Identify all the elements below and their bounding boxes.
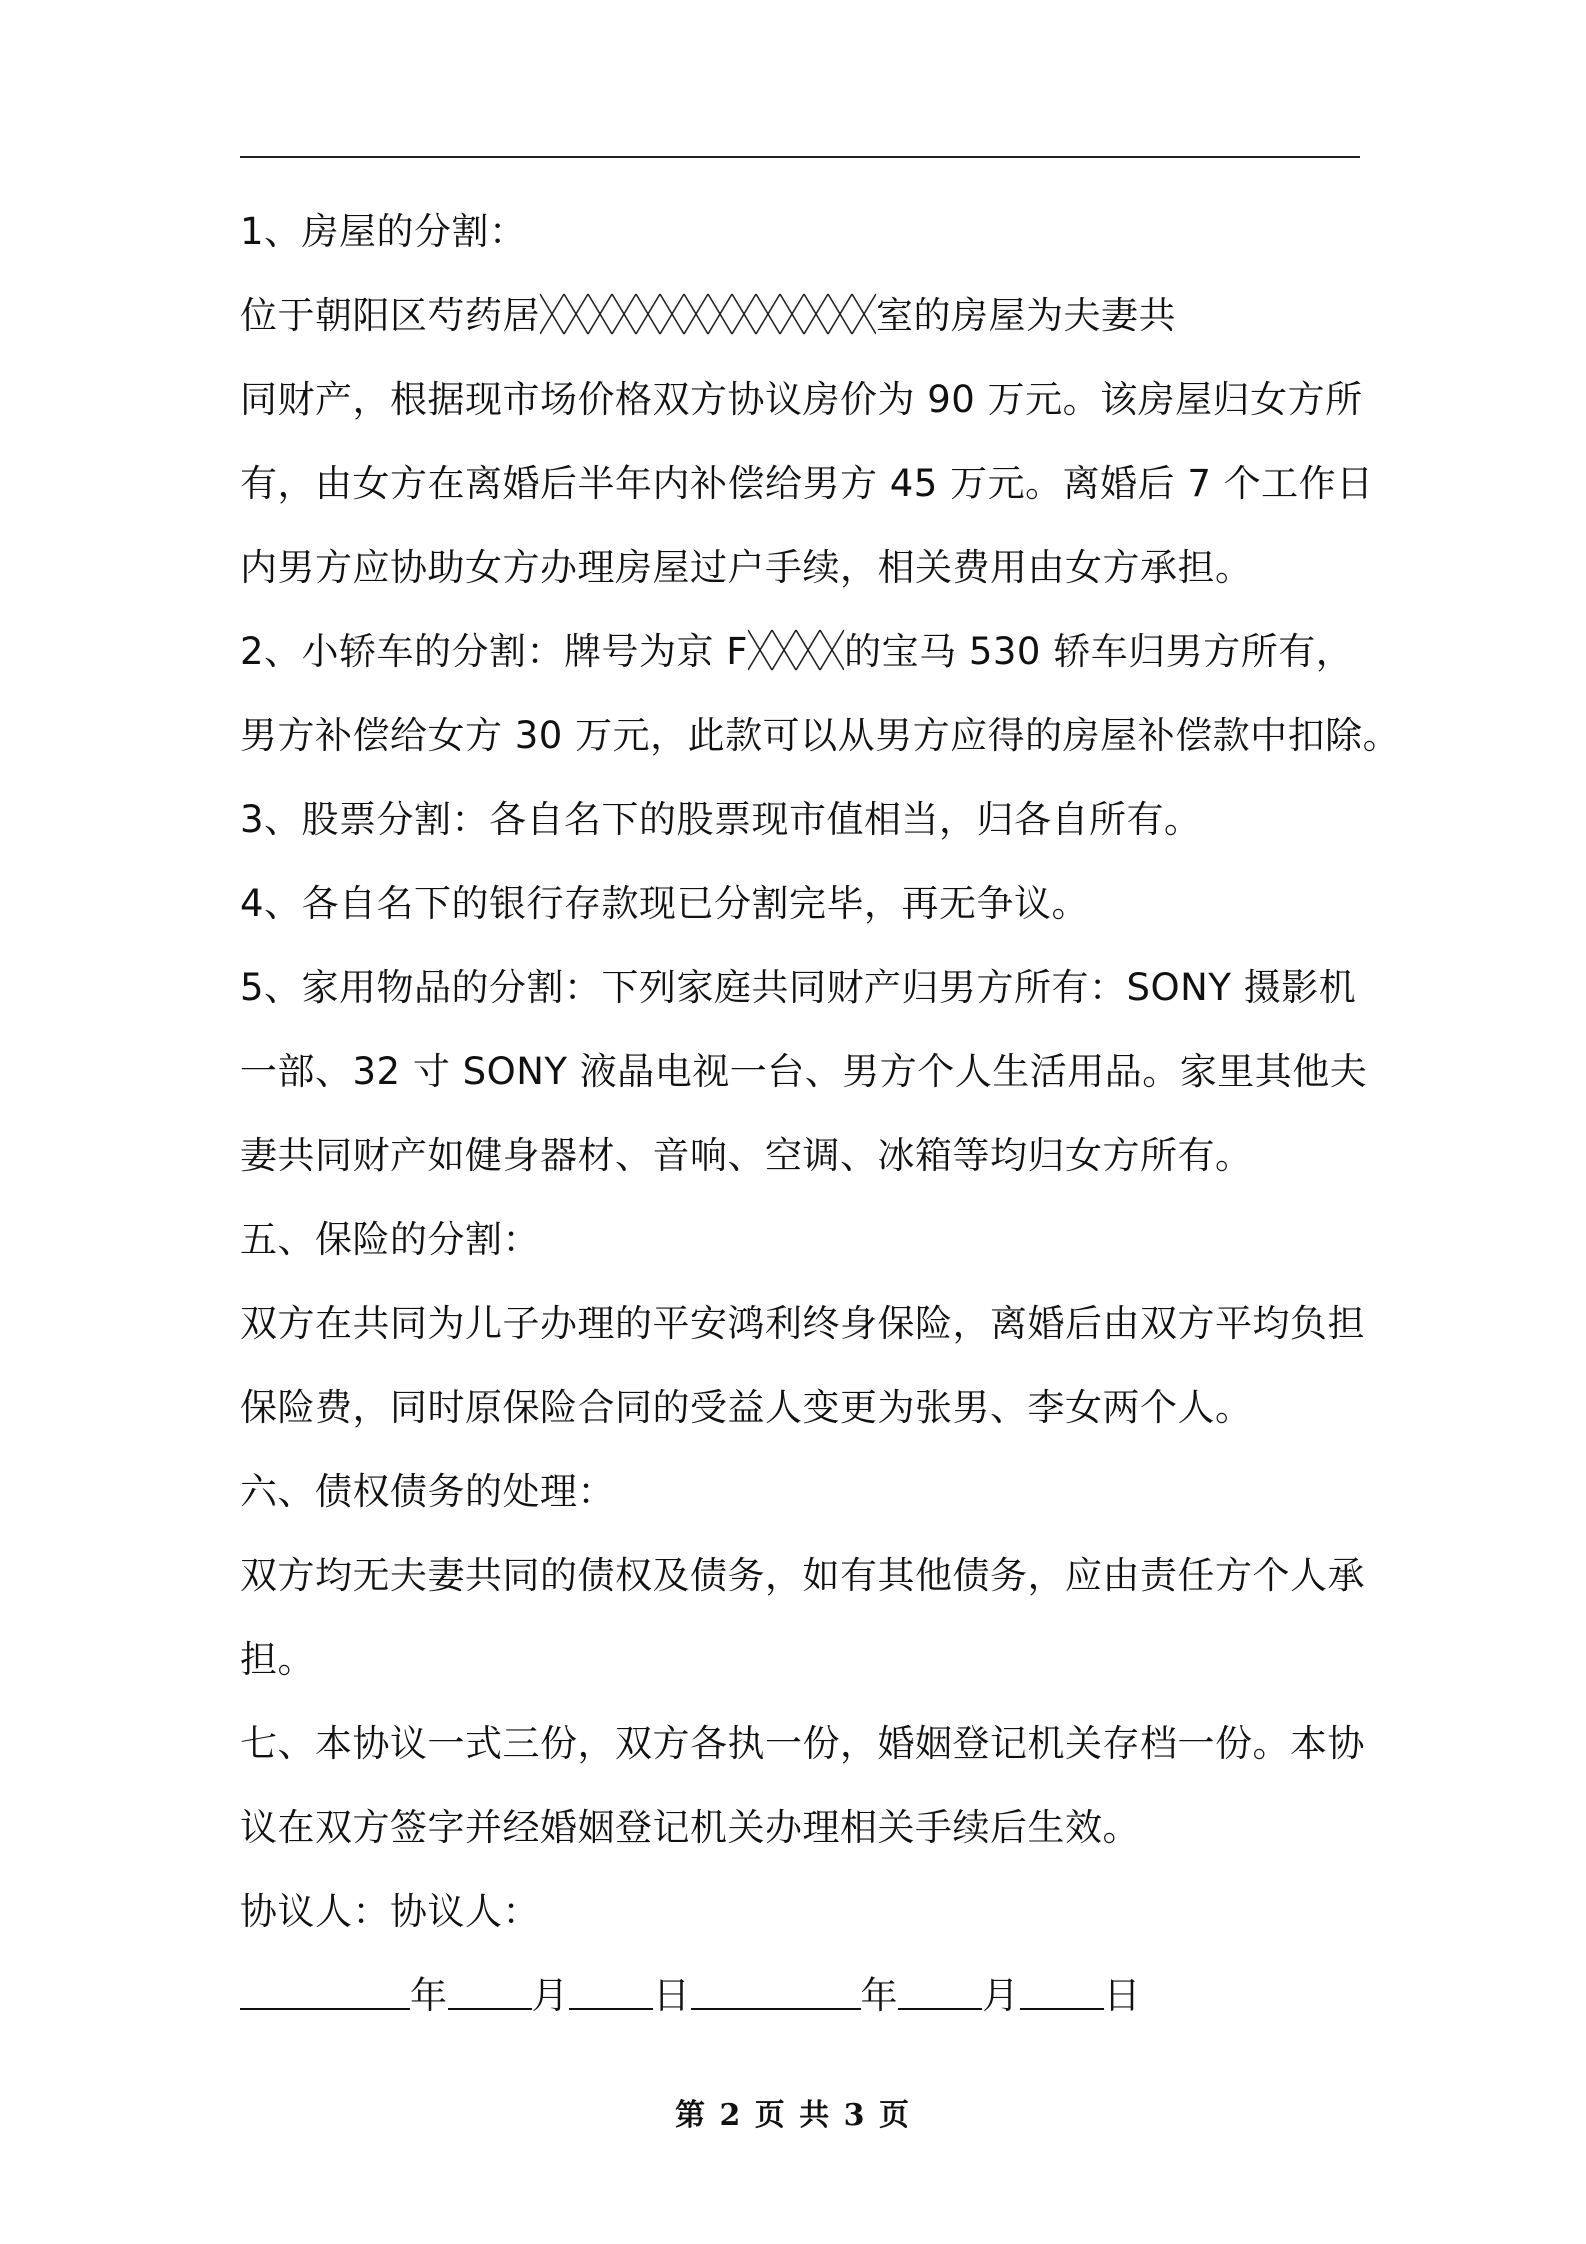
text-segment: 一部、32 寸 SONY 液晶电视一台、男方个人生活用品。家里其他夫 [240,1050,1368,1093]
line-copies-2 [240,1786,1370,1870]
line-household-items-1 [240,946,1370,1030]
text-segment: 协议人：协议人： [240,1890,540,1933]
day-label: 日 [1103,1974,1141,2017]
header-rule [240,156,1360,158]
redaction-cross-pattern [748,628,844,672]
blank-day-1[interactable] [569,1968,653,2010]
text-segment: 议在双方签字并经婚姻登记机关办理相关手续后生效。 [240,1806,1140,1849]
line-copies-1 [240,1702,1370,1786]
month-label: 月 [531,1974,569,2017]
signature-date-line [240,1954,1370,2038]
year-label: 年 [410,1974,448,2017]
line-insurance-2 [240,1366,1370,1450]
text-segment: 男方补偿给女方 30 万元，此款可以从男方应得的房屋补偿款中扣除。 [240,714,1401,757]
blank-day-2[interactable] [1020,1968,1104,2010]
redaction-cross-pattern [540,292,876,336]
text-segment: 的宝马 530 轿车归男方所有， [844,630,1354,673]
text-segment: 七、本协议一式三份，双方各执一份，婚姻登记机关存档一份。本协 [240,1722,1365,1765]
text-segment: 六、债权债务的处理： [240,1470,615,1513]
line-property-compensation [240,442,1374,526]
blank-year-1[interactable] [240,1968,410,2010]
line-car-compensation [240,694,1401,778]
text-segment: 内男方应协助女方办理房屋过户手续，相关费用由女方承担。 [240,546,1253,589]
text-segment: 保险费，同时原保险合同的受益人变更为张男、李女两个人。 [240,1386,1253,1429]
text-segment: 4、各自名下的银行存款现已分割完毕，再无争议。 [240,882,1090,925]
text-segment: 3、股票分割：各自名下的股票现市值相当，归各自所有。 [240,798,1202,841]
line-insurance-heading [240,1198,1370,1282]
text-segment: 妻共同财产如健身器材、音响、空调、冰箱等均归女方所有。 [240,1134,1253,1177]
text-segment: 五、保险的分割： [240,1218,540,1261]
text-segment: 担。 [240,1638,315,1681]
blank-month-2[interactable] [898,1968,982,2010]
line-car-heading [240,610,1370,694]
line-stocks [240,778,1370,862]
year-label: 年 [860,1974,898,2017]
redacted-plate-number [748,628,844,672]
text-segment: 位于朝阳区芍药居 [240,294,540,337]
month-label: 月 [982,1974,1020,2017]
text-segment: 室的房屋为夫妻共 [876,294,1176,337]
text-segment: 双方均无夫妻共同的债权及债务，如有其他债务，应由责任方个人承 [240,1554,1365,1597]
blank-year-2[interactable] [691,1968,861,2010]
blank-month-1[interactable] [448,1968,532,2010]
line-household-items-2 [240,1030,1370,1114]
line-insurance-1 [240,1282,1370,1366]
line-property-price [240,358,1370,442]
line-household-items-3 [240,1114,1370,1198]
line-debts-1 [240,1534,1370,1618]
line-signatories [240,1870,1370,1954]
line-property-heading [240,190,1370,274]
redacted-room-number [540,292,876,336]
text-segment: 1、房屋的分割： [240,210,527,253]
page-number-footer: 第 2 页 共 3 页 [675,2098,911,2133]
line-debts-2 [240,1618,1370,1702]
line-debts-heading [240,1450,1370,1534]
line-property-location [240,274,1370,358]
document-body [240,190,1401,2038]
line-bank-deposits [240,862,1370,946]
text-segment: 有，由女方在离婚后半年内补偿给男方 45 万元。离婚后 7 个工作日 [240,462,1374,505]
day-label: 日 [653,1974,691,2017]
text-segment: 5、家用物品的分割：下列家庭共同财产归男方所有：SONY 摄影机 [240,966,1357,1009]
text-segment: 同财产，根据现市场价格双方协议房价为 90 万元。该房屋归女方所 [240,378,1363,421]
text-segment: 双方在共同为儿子办理的平安鸿利终身保险，离婚后由双方平均负担 [240,1302,1365,1345]
text-segment: 2、小轿车的分割：牌号为京 F [240,630,749,673]
line-property-transfer [240,526,1370,610]
